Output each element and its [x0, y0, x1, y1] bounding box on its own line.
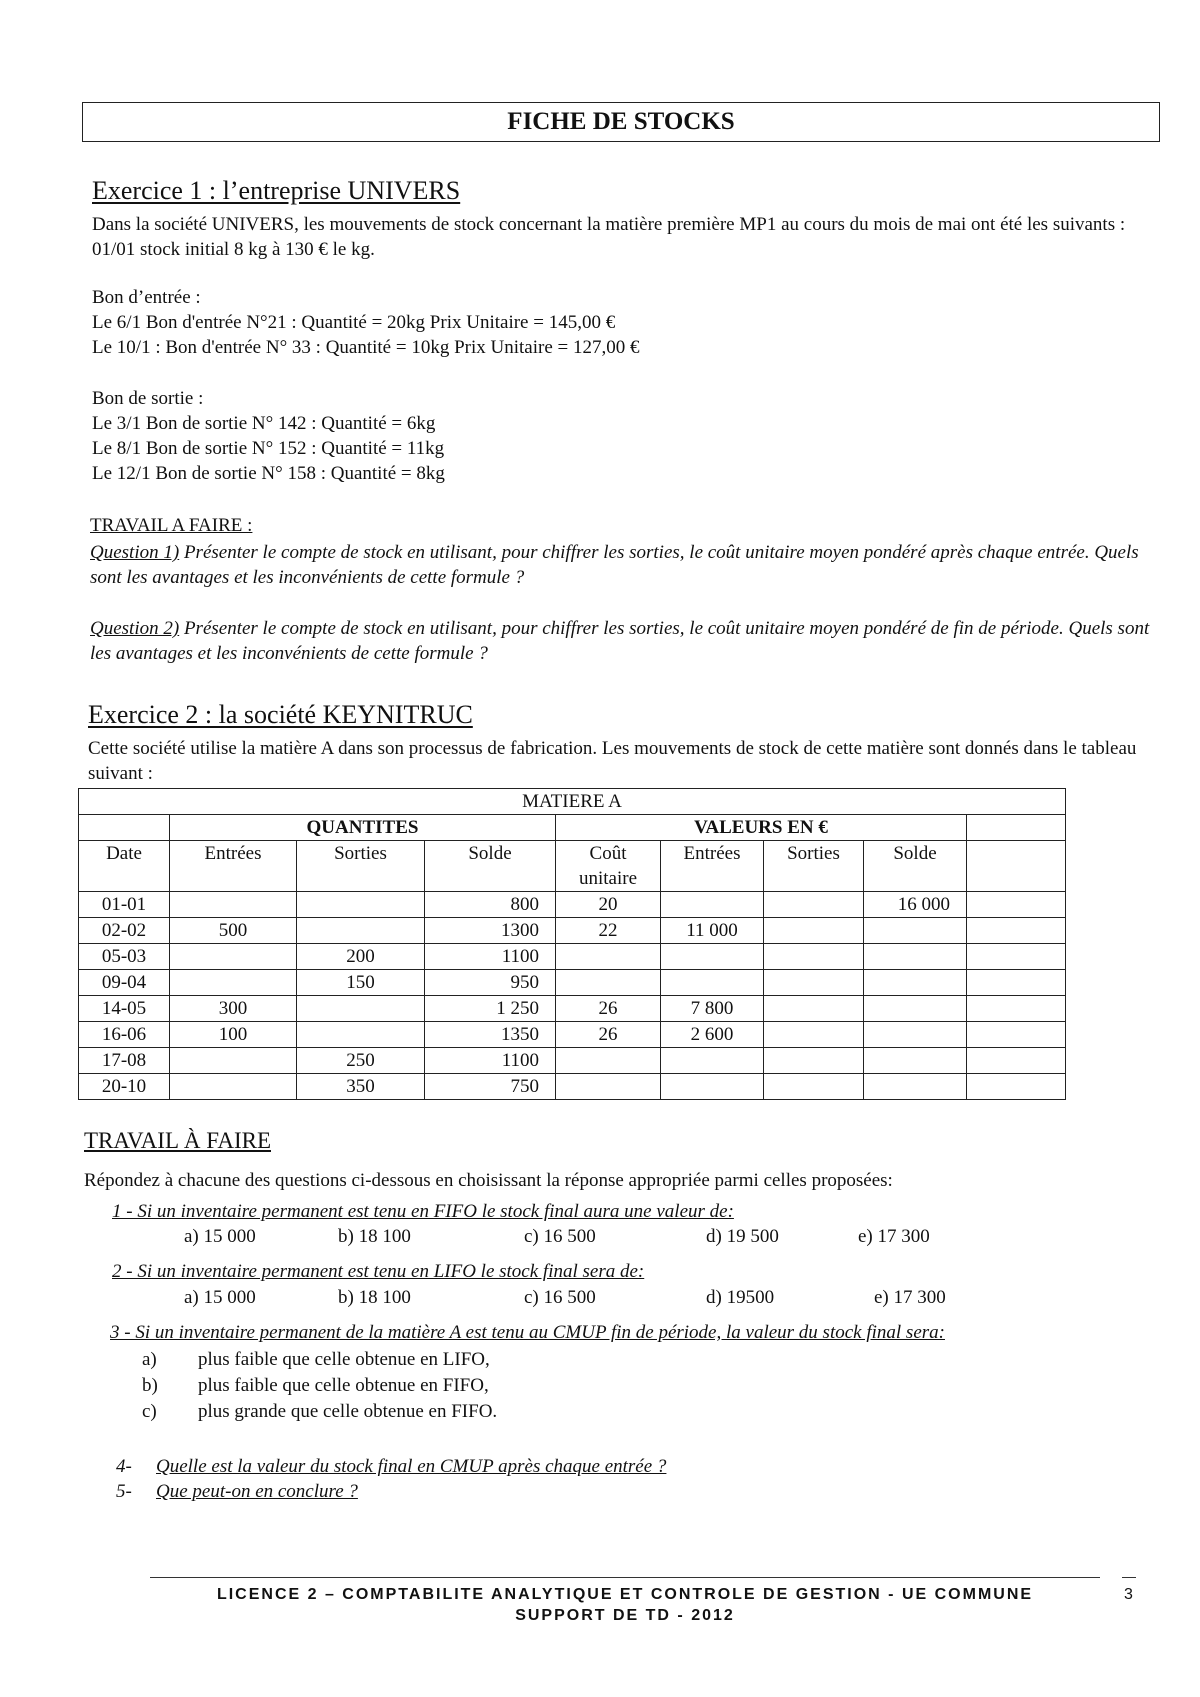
table-cell: 500 [170, 918, 297, 944]
exercise-2-intro: Cette société utilise la matière A dans son processus de fabrication. Les mouvements de stock de cette matière sont donnés dans le tableau suivant : [88, 738, 1137, 784]
table-row [79, 892, 1066, 918]
table-header-row [79, 841, 1066, 892]
table-cell [764, 1022, 864, 1048]
mcq-question-3: 3 - Si un inventaire permanent de la matière A est tenu au CMUP fin de période, la valeur du stock final sera: [110, 1322, 945, 1343]
table-cell: 7 800 [661, 996, 764, 1022]
option: e) 17 300 [858, 1226, 930, 1247]
table-cell: 750 [425, 1074, 556, 1100]
table-cell: 200 [297, 944, 425, 970]
exit-line: Le 3/1 Bon de sortie N° 142 : Quantité = 6kg [92, 413, 436, 434]
table-cell [864, 1048, 967, 1074]
footer-line-1: LICENCE 2 – COMPTABILITE ANALYTIQUE ET CONTROLE DE GESTION - UE COMMUNE [216, 1586, 1034, 1603]
table-body [79, 892, 1066, 1100]
group-valeurs: VALEURS EN € [556, 815, 967, 841]
column-header: Sorties [764, 841, 864, 892]
column-header: Entrées [170, 841, 297, 892]
column-header: Date [79, 841, 170, 892]
exercise-1-intro: Dans la société UNIVERS, les mouvements de stock concernant la matière première MP1 au cours du mois de mai ont été les suivants : 01/01 stock initial 8 kg à 130 € le kg. [92, 214, 1126, 260]
table-cell [764, 892, 864, 918]
table-cell [297, 996, 425, 1022]
table-cell [661, 944, 764, 970]
table-cell [297, 918, 425, 944]
table-cell: 22 [556, 918, 661, 944]
column-header: Sorties [297, 841, 425, 892]
exits-label: Bon de sortie : [92, 388, 204, 409]
table-cell [967, 944, 1066, 970]
table-cell [864, 996, 967, 1022]
option: c) 16 500 [524, 1287, 596, 1308]
column-header: Entrées [661, 841, 764, 892]
table-cell: 950 [425, 970, 556, 996]
table-cell [297, 892, 425, 918]
exit-line: Le 12/1 Bon de sortie N° 158 : Quantité = 8kg [92, 463, 445, 484]
page-title: FICHE DE STOCKS [82, 102, 1160, 142]
table-cell [170, 944, 297, 970]
table-cell: 16-06 [79, 1022, 170, 1048]
table-cell [764, 996, 864, 1022]
table-cell [764, 970, 864, 996]
question-2-label: Question 2) [90, 618, 180, 639]
table-cell: 14-05 [79, 996, 170, 1022]
work-label-2: TRAVAIL À FAIRE [84, 1128, 271, 1153]
table-cell [170, 1074, 297, 1100]
table-row [79, 944, 1066, 970]
table-row [79, 970, 1066, 996]
table-cell [764, 944, 864, 970]
table-cell: 1100 [425, 1048, 556, 1074]
table-cell: 1 250 [425, 996, 556, 1022]
table-cell [864, 1074, 967, 1100]
table-cell [661, 970, 764, 996]
table-cell: 16 000 [864, 892, 967, 918]
table-cell [556, 1048, 661, 1074]
table-title: MATIERE A [79, 789, 1066, 815]
table-cell [967, 815, 1066, 841]
table-cell [864, 1022, 967, 1048]
table-cell [556, 970, 661, 996]
table-cell [967, 918, 1066, 944]
table-cell: 20 [556, 892, 661, 918]
table-cell [864, 944, 967, 970]
table-cell [967, 996, 1066, 1022]
table-row [79, 918, 1066, 944]
entry-line: Le 6/1 Bon d'entrée N°21 : Quantité = 20kg Prix Unitaire = 145,00 € [92, 312, 616, 333]
table-cell: 11 000 [661, 918, 764, 944]
table-cell: 100 [170, 1022, 297, 1048]
option-letter: a) [142, 1349, 157, 1370]
table-cell [170, 970, 297, 996]
option-letter: c) [142, 1401, 157, 1422]
table-cell: 26 [556, 1022, 661, 1048]
table-row [79, 996, 1066, 1022]
matiere-a-table [78, 788, 1066, 1100]
table-cell [864, 918, 967, 944]
entry-line: Le 10/1 : Bon d'entrée N° 33 : Quantité = 10kg Prix Unitaire = 127,00 € [92, 337, 640, 358]
option: a) 15 000 [184, 1287, 256, 1308]
table-cell [170, 892, 297, 918]
entries-label: Bon d’entrée : [92, 287, 201, 308]
table-row [79, 1022, 1066, 1048]
table-cell: 2 600 [661, 1022, 764, 1048]
option: a) 15 000 [184, 1226, 256, 1247]
question-5-number: 5- [116, 1481, 132, 1502]
table-cell: 250 [297, 1048, 425, 1074]
table-cell [967, 1048, 1066, 1074]
option-text: plus grande que celle obtenue en FIFO. [198, 1401, 498, 1422]
footer-divider [150, 1577, 1100, 1578]
column-header: Solde [864, 841, 967, 892]
mcq-question-2: 2 - Si un inventaire permanent est tenu en LIFO le stock final sera de: [112, 1261, 645, 1282]
instruction-text: Répondez à chacune des questions ci-dessous en choisissant la réponse appropriée parmi celles proposées: [84, 1170, 893, 1191]
table-cell [967, 892, 1066, 918]
table-cell [967, 841, 1066, 892]
table-cell [864, 970, 967, 996]
table-cell: 17-08 [79, 1048, 170, 1074]
option: b) 18 100 [338, 1287, 411, 1308]
column-header: Solde [425, 841, 556, 892]
group-quantites: QUANTITES [170, 815, 556, 841]
footer-divider [1122, 1577, 1136, 1578]
table-cell [170, 1048, 297, 1074]
table-cell: 800 [425, 892, 556, 918]
footer-line-2: SUPPORT DE TD - 2012 [515, 1607, 735, 1624]
question-4-number: 4- [116, 1456, 132, 1477]
question-1-label: Question 1) [90, 542, 180, 563]
question-5: Que peut-on en conclure ? [156, 1481, 358, 1502]
table-cell: 01-01 [79, 892, 170, 918]
work-label-1: TRAVAIL A FAIRE : [90, 515, 253, 536]
table-cell: 300 [170, 996, 297, 1022]
table-cell [556, 944, 661, 970]
table-cell [764, 918, 864, 944]
table-cell: 350 [297, 1074, 425, 1100]
table-row [79, 1074, 1066, 1100]
question-2 [90, 616, 1160, 666]
exercise-1-title: Exercice 1 : l’entreprise UNIVERS [92, 176, 461, 205]
table-cell: 20-10 [79, 1074, 170, 1100]
option-text: plus faible que celle obtenue en FIFO, [198, 1375, 489, 1396]
table-cell [661, 892, 764, 918]
table-cell [661, 1074, 764, 1100]
option: d) 19500 [706, 1287, 775, 1308]
exit-line: Le 8/1 Bon de sortie N° 152 : Quantité = 11kg [92, 438, 445, 459]
table-cell [79, 815, 170, 841]
option: b) 18 100 [338, 1226, 411, 1247]
option: d) 19 500 [706, 1226, 779, 1247]
exercise-2-title: Exercice 2 : la société KEYNITRUC [88, 700, 473, 729]
table-cell: 02-02 [79, 918, 170, 944]
table-cell [297, 1022, 425, 1048]
page-number: 3 [1124, 1586, 1133, 1603]
table-cell: 1300 [425, 918, 556, 944]
question-1 [90, 540, 1160, 590]
table-cell [967, 1074, 1066, 1100]
question-4: Quelle est la valeur du stock final en CMUP après chaque entrée ? [156, 1456, 667, 1477]
option-text: plus faible que celle obtenue en LIFO, [198, 1349, 490, 1370]
table-cell: 26 [556, 996, 661, 1022]
table-cell [661, 1048, 764, 1074]
table-cell [967, 970, 1066, 996]
table-cell: 1350 [425, 1022, 556, 1048]
question-1-text: Présenter le compte de stock en utilisant, pour chiffrer les sorties, le coût unitaire moyen pondéré après chaque entrée. Quels sont les avantages et les inconvénients de cette formule ? [90, 542, 1139, 588]
table-cell: 05-03 [79, 944, 170, 970]
table-cell [556, 1074, 661, 1100]
table-cell [764, 1074, 864, 1100]
table-cell: 09-04 [79, 970, 170, 996]
column-header: Coût unitaire [556, 841, 661, 892]
table-row [79, 1048, 1066, 1074]
option: c) 16 500 [524, 1226, 596, 1247]
option: e) 17 300 [874, 1287, 946, 1308]
table-cell [764, 1048, 864, 1074]
table-cell: 1100 [425, 944, 556, 970]
question-2-text: Présenter le compte de stock en utilisant, pour chiffrer les sorties, le coût unitaire moyen pondéré de fin de période. Quels sont les avantages et les inconvénients de cette formule ? [90, 618, 1150, 664]
table-cell [967, 1022, 1066, 1048]
option-letter: b) [142, 1375, 158, 1396]
mcq-question-1: 1 - Si un inventaire permanent est tenu en FIFO le stock final aura une valeur de: [112, 1201, 734, 1222]
table-cell: 150 [297, 970, 425, 996]
